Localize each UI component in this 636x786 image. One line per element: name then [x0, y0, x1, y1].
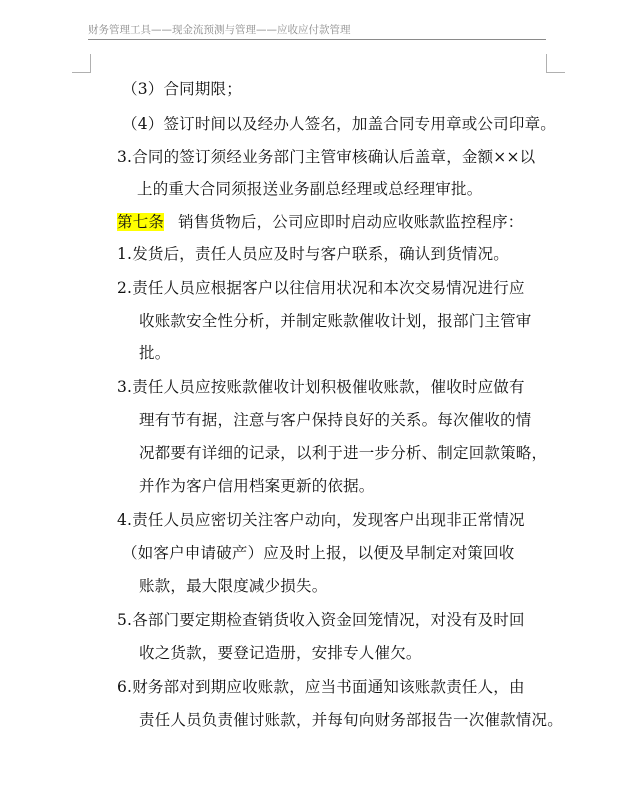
text-line: 上的重大合同须报送业务副总经理或总经理审批。	[137, 180, 483, 198]
text-line: 收账款安全性分析，并制定账款催收计划，报部门主管审	[139, 312, 532, 330]
text-line: （4）签订时间以及经办人签名，加盖合同专用章或公司印章。	[122, 115, 556, 133]
text-line: 账款，最大限度减少损失。	[139, 577, 328, 595]
text-line: （如客户申请破产）应及时上报，以便及早制定对策回收	[122, 544, 515, 562]
text-line: 1.发货后，责任人员应及时与客户联系，确认到货情况。	[117, 245, 509, 263]
text-line: 5.各部门要定期检查销货收入资金回笼情况，对没有及时回	[117, 611, 525, 629]
text-line: 3.责任人员应按账款催收计划积极催收账款，催收时应做有	[117, 378, 525, 396]
text-line: 并作为客户信用档案更新的依据。	[139, 477, 375, 495]
text-line: 4.责任人员应密切关注客户动向，发现客户出现非正常情况	[117, 511, 525, 529]
text-line: 理有节有据，注意与客户保持良好的关系。每次催收的情	[139, 411, 532, 429]
text-line: 责任人员负责催讨账款，并每旬向财务部报告一次催款情况。	[139, 711, 563, 729]
article-heading-text: 销售货物后，公司应即时启动应收账款监控程序：	[178, 213, 524, 231]
text-line: 2.责任人员应根据客户以往信用状况和本次交易情况进行应	[117, 279, 525, 297]
page-header: 财务管理工具——现金流预测与管理——应收应付款管理	[88, 24, 351, 36]
text-line: 批。	[139, 344, 171, 362]
article-label-highlight: 第七条	[117, 213, 165, 231]
article-heading	[117, 212, 524, 232]
text-line: 6.财务部对到期应收账款，应当书面通知该账款责任人，由	[117, 678, 525, 696]
text-line: （3）合同期限；	[122, 80, 242, 98]
text-line: 况都要有详细的记录，以利于进一步分析、制定回款策略，	[139, 444, 548, 462]
text-line: 3.合同的签订须经业务部门主管审核确认后盖章，金额××以	[117, 148, 536, 166]
text-line: 收之货款，要登记造册，安排专人催欠。	[139, 644, 422, 662]
